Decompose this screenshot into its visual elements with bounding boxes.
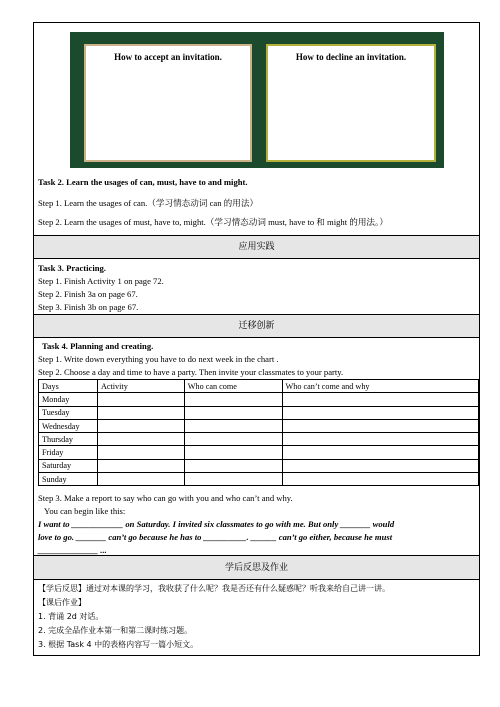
- task4-step1: Step 1. Write down everything you have to do next week in the chart .: [38, 354, 279, 364]
- cant-come-cell[interactable]: [282, 459, 478, 472]
- col-days: Days: [39, 380, 98, 393]
- activity-cell[interactable]: [97, 459, 184, 472]
- section-header-apply: 应用实践: [34, 235, 479, 259]
- can-come-cell[interactable]: [184, 473, 282, 486]
- homework-item-3: 3. 根据 Task 4 中的表格内容写一篇小短文。: [38, 640, 199, 649]
- activity-cell[interactable]: [97, 419, 184, 432]
- cant-come-cell[interactable]: [282, 446, 478, 459]
- cant-come-cell[interactable]: [282, 393, 478, 406]
- table-row: [39, 446, 479, 459]
- accept-title: How to accept an invitation.: [114, 52, 222, 62]
- homework-item-2: 2. 完成全品作业本第一和第二课时练习题。: [38, 626, 193, 635]
- begin-hint: You can begin like this:: [44, 506, 126, 516]
- can-come-cell[interactable]: [184, 459, 282, 472]
- task2-title: Task 2. Learn the usages of can, must, have to and might.: [38, 177, 248, 187]
- task2-step1: Step 1. Learn the usages of can.（学习情态动词 can 的用法）: [38, 198, 259, 208]
- activity-cell[interactable]: [97, 446, 184, 459]
- day-cell: Wednesday: [39, 419, 98, 432]
- task3-title: Task 3. Practicing.: [38, 263, 106, 273]
- report-line-3: ______________ ...: [38, 545, 107, 555]
- task2-step2: Step 2. Learn the usages of must, have to, might.（学习情态动词 must, have to 和 might 的用法。）: [38, 217, 388, 227]
- activity-cell[interactable]: [97, 433, 184, 446]
- report-line-2: love to go. _______ can’t go because he has to __________. ______ can’t go either, because he must: [38, 532, 393, 542]
- task3-step1: Step 1. Finish Activity 1 on page 72.: [38, 276, 164, 286]
- table-row: [39, 419, 479, 432]
- col-who-cant-come: Who can’t come and why: [282, 380, 478, 393]
- table-row: [39, 459, 479, 472]
- table-row: [39, 433, 479, 446]
- section-header-transfer: 迁移创新: [34, 314, 479, 338]
- table-header-row: [39, 380, 479, 393]
- reflection-prompt: 【学后反思】通过对本课的学习，我收获了什么呢？我是否还有什么疑惑呢？听我来给自己讲一讲。: [38, 584, 390, 593]
- task4-step3: Step 3. Make a report to say who can go with you and who can’t and why.: [38, 493, 293, 503]
- day-cell: Thursday: [39, 433, 98, 446]
- task4-title: Task 4. Planning and creating.: [42, 341, 154, 351]
- task4-step2: Step 2. Choose a day and time to have a party. Then invite your classmates to your party.: [38, 367, 344, 377]
- table-row: [39, 473, 479, 486]
- can-come-cell[interactable]: [184, 433, 282, 446]
- day-cell: Monday: [39, 393, 98, 406]
- cant-come-cell[interactable]: [282, 419, 478, 432]
- day-cell: Friday: [39, 446, 98, 459]
- activity-cell[interactable]: [97, 393, 184, 406]
- cant-come-cell[interactable]: [282, 473, 478, 486]
- can-come-cell[interactable]: [184, 393, 282, 406]
- invitation-image: [70, 32, 444, 168]
- can-come-cell[interactable]: [184, 419, 282, 432]
- worksheet-frame: [33, 22, 480, 656]
- table-row: [39, 406, 479, 419]
- task3-step3: Step 3. Finish 3b on page 67.: [38, 302, 139, 312]
- decline-title: How to decline an invitation.: [295, 52, 407, 62]
- col-who-can-come: Who can come: [184, 380, 282, 393]
- activity-cell[interactable]: [97, 473, 184, 486]
- cant-come-cell[interactable]: [282, 406, 478, 419]
- accept-card: [84, 44, 252, 162]
- activity-cell[interactable]: [97, 406, 184, 419]
- table-row: [39, 393, 479, 406]
- decline-card: [266, 44, 436, 162]
- day-cell: Saturday: [39, 459, 98, 472]
- section-header-reflect: 学后反思及作业: [34, 555, 479, 580]
- task3-step2: Step 2. Finish 3a on page 67.: [38, 289, 138, 299]
- cant-come-cell[interactable]: [282, 433, 478, 446]
- day-cell: Sunday: [39, 473, 98, 486]
- can-come-cell[interactable]: [184, 446, 282, 459]
- homework-heading: 【课后作业】: [38, 598, 86, 607]
- day-cell: Tuesday: [39, 406, 98, 419]
- col-activity: Activity: [97, 380, 184, 393]
- report-line-1: I want to ____________ on Saturday. I invited six classmates to go with me. But only _______ would: [38, 519, 395, 529]
- week-chart: [38, 379, 479, 486]
- homework-item-1: 1. 背诵 2d 对话。: [38, 612, 104, 621]
- can-come-cell[interactable]: [184, 406, 282, 419]
